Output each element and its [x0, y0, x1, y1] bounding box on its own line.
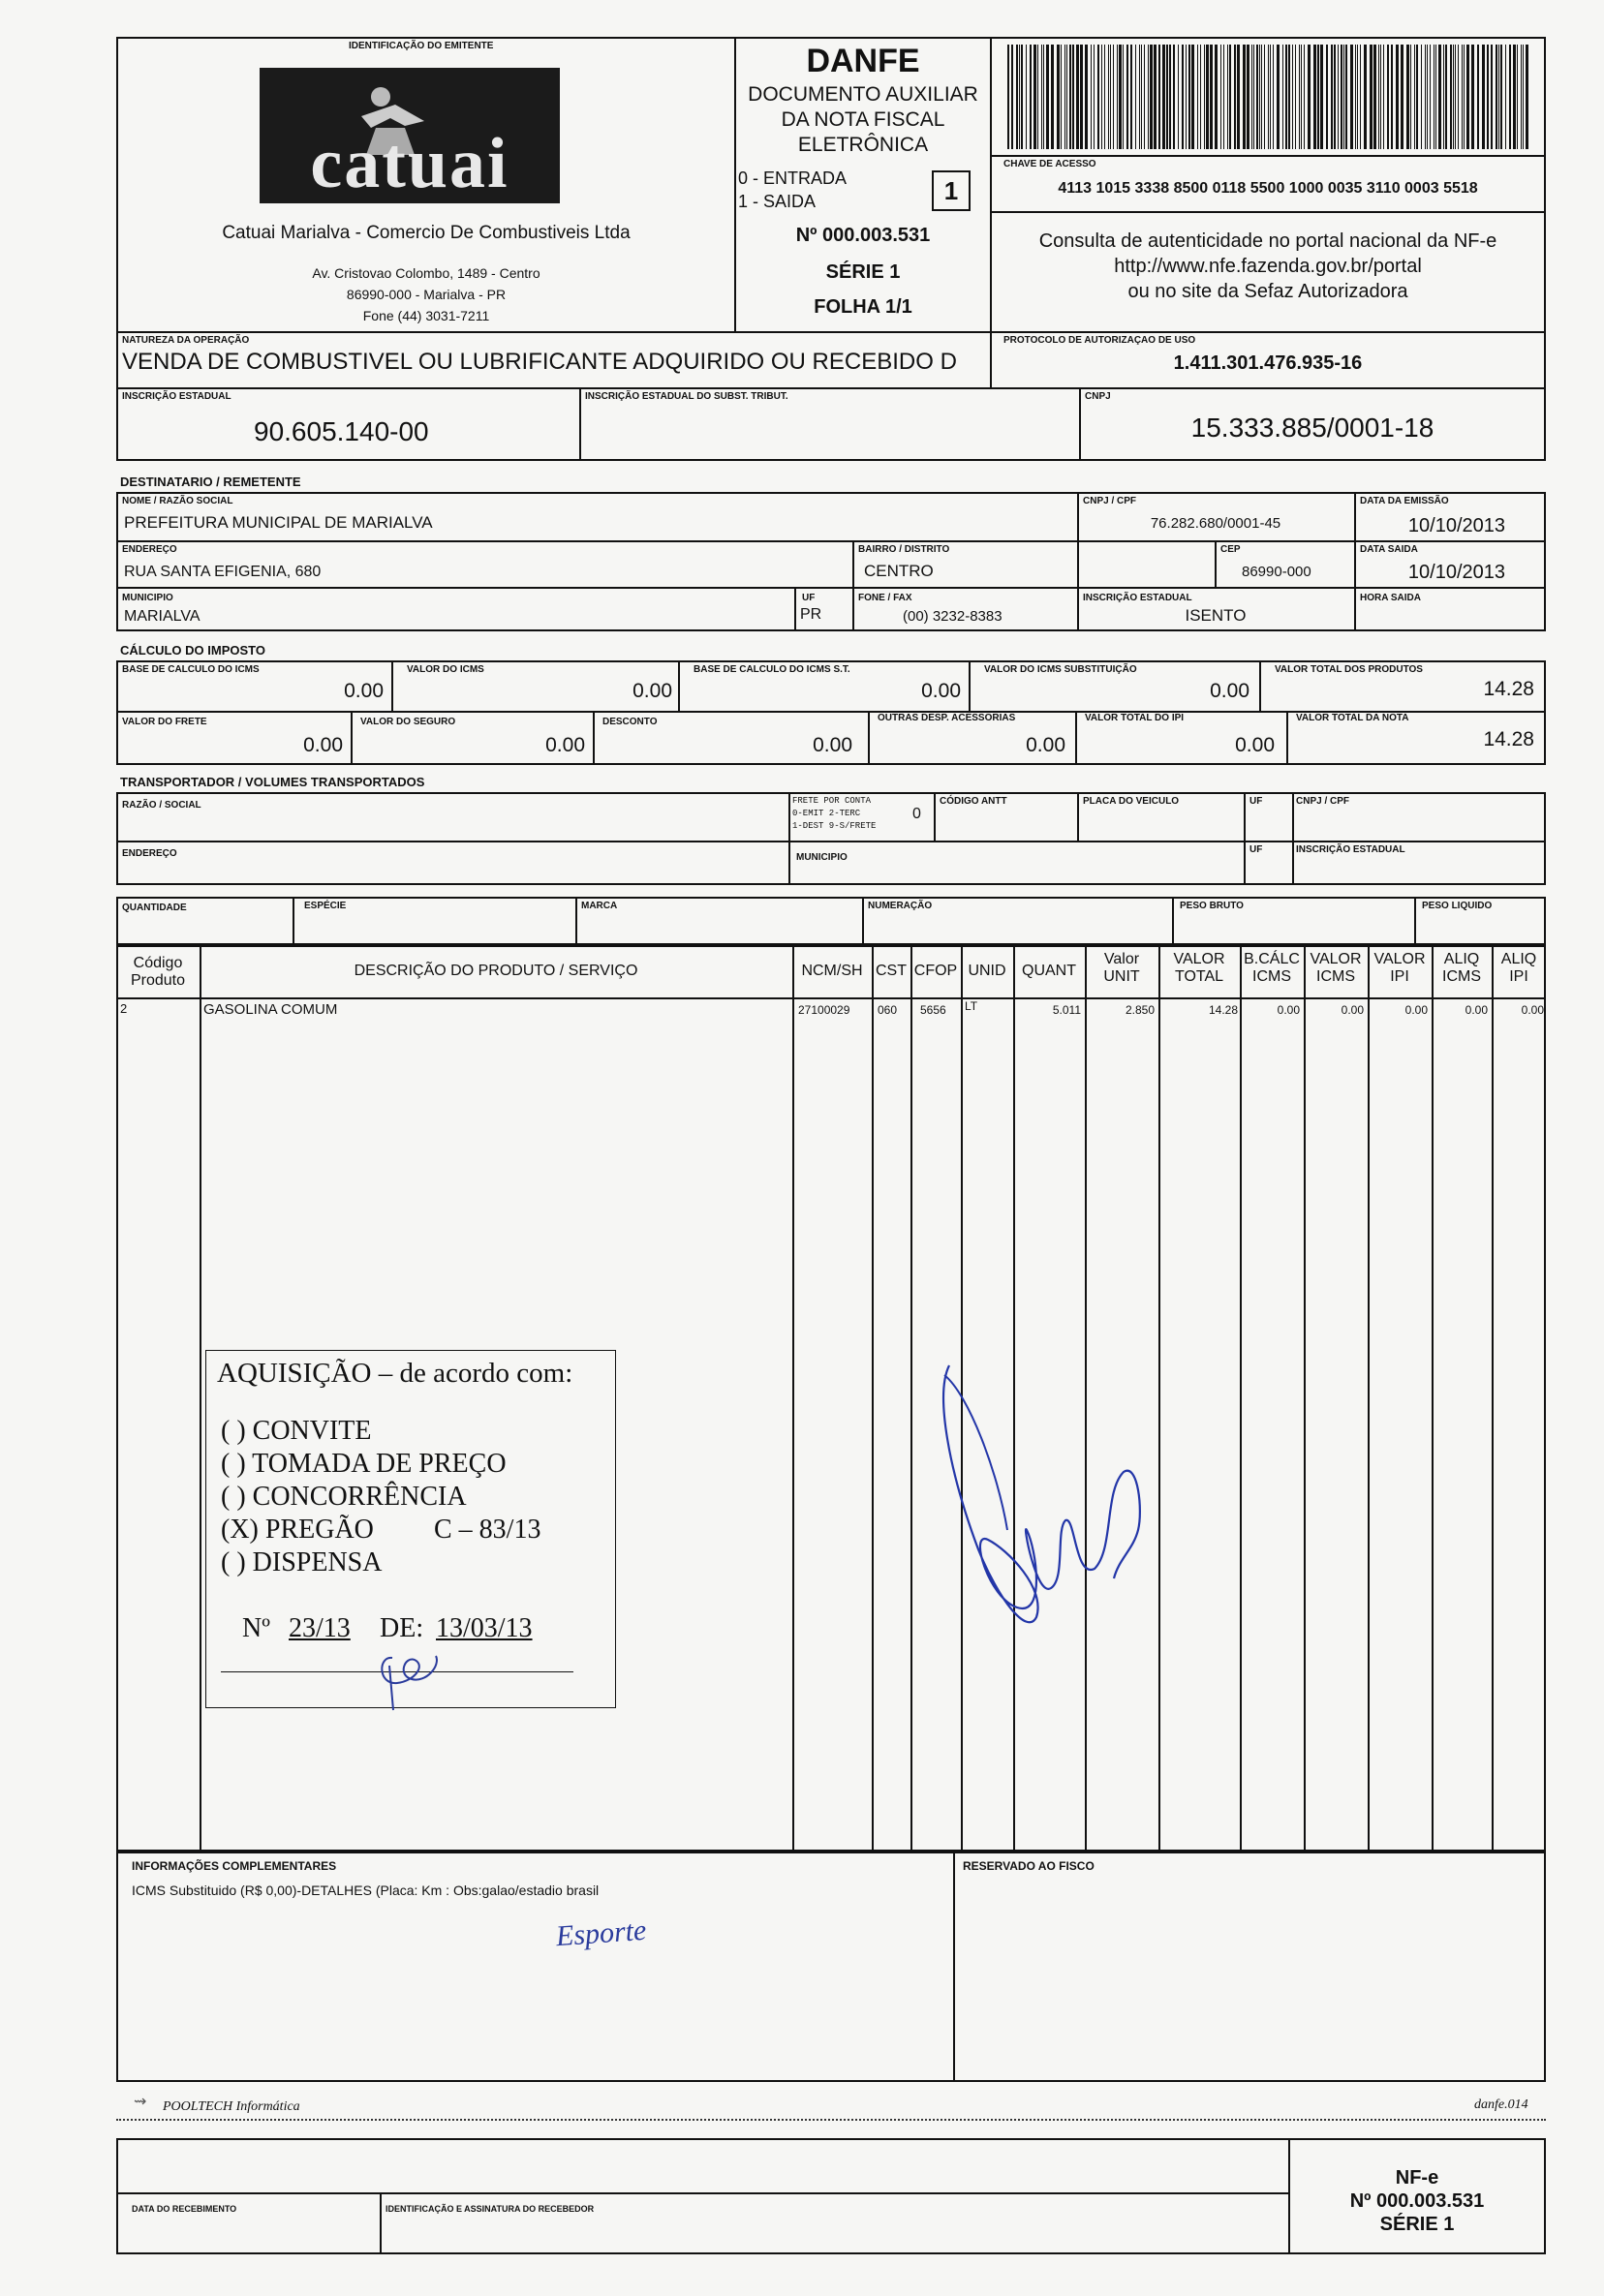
- barcode-bar: [1455, 45, 1456, 149]
- protocolo-value: 1.411.301.476.935-16: [1173, 352, 1363, 374]
- danfe-saida: 1 - SAIDA: [738, 192, 817, 211]
- peso-bruto-label: PESO BRUTO: [1180, 901, 1244, 911]
- barcode-bar: [1123, 45, 1124, 149]
- barcode-bar: [1299, 45, 1300, 149]
- barcode-bar: [1288, 45, 1290, 149]
- desconto-value: 0.00: [813, 734, 852, 756]
- barcode-bar: [1445, 45, 1447, 149]
- danfe-numero: Nº 000.003.531: [795, 225, 931, 246]
- barcode-bar: [1521, 45, 1522, 149]
- dest-saida-label: DATA SAIDA: [1360, 544, 1418, 555]
- barcode-bar: [1253, 45, 1254, 149]
- barcode-bar: [1076, 45, 1079, 149]
- dest-endereco-label: ENDEREÇO: [122, 544, 177, 555]
- th-aliq-ipi: ALIQ IPI: [1500, 951, 1537, 985]
- barcode-bar: [1104, 45, 1105, 149]
- barcode-bar: [1141, 45, 1142, 149]
- outras-label: OUTRAS DESP. ACESSORIAS: [878, 713, 1016, 723]
- barcode-bar: [1210, 45, 1213, 149]
- barcode-bar: [1139, 45, 1140, 149]
- cell-vipi: 0.00: [1404, 1003, 1428, 1017]
- icms-value: 0.00: [632, 680, 672, 702]
- frete-opt-3: 1-DEST 9-S/FRETE: [792, 821, 877, 831]
- canhoto-nfe: NF-e: [1395, 2167, 1439, 2189]
- barcode-bar: [1345, 45, 1347, 149]
- barcode-bar: [1364, 45, 1367, 149]
- barcode-bar: [1243, 45, 1246, 149]
- transp-endereco-label: ENDEREÇO: [122, 848, 177, 859]
- barcode-bar: [1085, 45, 1088, 149]
- barcode-bar: [1166, 45, 1168, 149]
- placa-label: PLACA DO VEICULO: [1083, 796, 1180, 807]
- icms-st-label: VALOR DO ICMS SUBSTITUIÇÃO: [984, 664, 1137, 675]
- barcode-bar: [1037, 45, 1038, 149]
- dest-bairro: CENTRO: [864, 562, 934, 580]
- barcode-bar: [1215, 45, 1218, 149]
- desconto-label: DESCONTO: [602, 717, 658, 727]
- barcode-bar: [1117, 45, 1118, 149]
- dest-endereco: RUA SANTA EFIGENIA, 680: [124, 564, 322, 580]
- dest-uf: PR: [800, 606, 822, 623]
- barcode-bar: [1517, 45, 1518, 149]
- info-handwritten-note: Esporte: [554, 1913, 648, 1953]
- barcode-bar: [1080, 45, 1083, 149]
- th-ncm: NCM/SH: [801, 963, 863, 979]
- barcode-bar: [1016, 45, 1018, 149]
- ipi-label: VALOR TOTAL DO IPI: [1085, 713, 1185, 723]
- barcode-bar: [1320, 45, 1323, 149]
- danfe-folha: FOLHA 1/1: [814, 296, 912, 318]
- barcode-bar: [1206, 45, 1209, 149]
- bc-st: 0.00: [921, 680, 961, 702]
- barcode-bar: [1200, 45, 1201, 149]
- barcode-bar: [1135, 45, 1136, 149]
- barcode-bar: [1154, 45, 1157, 149]
- danfe-entrada: 0 - ENTRADA: [738, 168, 848, 188]
- ie-value: 90.605.140-00: [254, 416, 429, 446]
- barcode-bar: [1491, 45, 1493, 149]
- transp-ie-label: INSCRIÇÃO ESTADUAL: [1296, 844, 1405, 855]
- barcode-bar: [1462, 45, 1463, 149]
- barcode-bar: [1453, 45, 1454, 149]
- info-label: INFORMAÇÕES COMPLEMENTARES: [132, 1859, 337, 1873]
- canhoto-numero: Nº 000.003.531: [1349, 2190, 1485, 2212]
- cell-aliq-ipi: 0.00: [1521, 1003, 1544, 1017]
- canhoto-serie: SÉRIE 1: [1379, 2214, 1455, 2235]
- dest-municipio: MARIALVA: [124, 608, 200, 625]
- barcode-bar: [1064, 45, 1065, 149]
- barcode-bar: [1268, 45, 1269, 149]
- barcode-bar: [1061, 45, 1062, 149]
- barcode-bar: [1021, 45, 1023, 149]
- emitente-endereco: Av. Cristovao Colombo, 1489 - Centro: [312, 265, 540, 281]
- th-descricao: DESCRIÇÃO DO PRODUTO / SERVIÇO: [354, 963, 638, 979]
- barcode-bar: [1173, 45, 1175, 149]
- barcode-bar: [1169, 45, 1171, 149]
- barcode-bar: [1227, 45, 1228, 149]
- stamp-numero: 23/13: [289, 1613, 351, 1643]
- stamp-dispensa: ( ) DISPENSA: [221, 1547, 383, 1577]
- barcode-bar: [1406, 45, 1409, 149]
- logo-text: catuai: [310, 124, 509, 203]
- reservado-box: [953, 1852, 1546, 2082]
- company-logo: [260, 68, 560, 203]
- barcode-bar: [1509, 45, 1511, 149]
- dest-bairro-label: BAIRRO / DISTRITO: [858, 544, 950, 555]
- barcode-bar: [1026, 45, 1027, 149]
- barcode-bar: [1482, 45, 1485, 149]
- barcode-bar: [1162, 45, 1165, 149]
- barcode-bar: [1526, 45, 1528, 149]
- bc-st-label: BASE DE CALCULO DO ICMS S.T.: [694, 664, 850, 675]
- barcode-bar: [1338, 45, 1339, 149]
- th-vtotal: VALOR TOTAL: [1173, 951, 1225, 985]
- dest-ie: ISENTO: [1185, 606, 1247, 625]
- numeracao-label: NUMERAÇÃO: [868, 901, 933, 911]
- barcode-bar: [1378, 45, 1379, 149]
- cell-cfop: 5656: [920, 1003, 946, 1017]
- stamp-tomada: ( ) TOMADA DE PREÇO: [221, 1449, 507, 1479]
- barcode-bar: [1466, 45, 1469, 149]
- dest-fone: (00) 3232-8383: [903, 608, 1002, 625]
- barcode-bar: [1355, 45, 1356, 149]
- barcode-bar: [1148, 45, 1149, 149]
- barcode-bar: [1158, 45, 1160, 149]
- barcode-bar: [1373, 45, 1376, 149]
- barcode-bar: [1496, 45, 1497, 149]
- consulta-line-3: ou no site da Sefaz Autorizadora: [1127, 281, 1408, 302]
- outras-value: 0.00: [1026, 734, 1065, 756]
- barcode-bar: [1273, 45, 1274, 149]
- dest-emissao-label: DATA DA EMISSÃO: [1360, 496, 1449, 506]
- barcode-bar: [1458, 45, 1459, 149]
- barcode-bar: [1295, 45, 1296, 149]
- barcode-bar: [1051, 45, 1054, 149]
- cell-vunit: 2.850: [1125, 1003, 1155, 1017]
- software-name: POOLTECH Informática: [163, 2099, 300, 2114]
- th-unid: UNID: [968, 963, 1006, 979]
- consulta-line-2: http://www.nfe.fazenda.gov.br/portal: [1114, 256, 1422, 277]
- stamp-concorrencia: ( ) CONCORRÊNCIA: [221, 1482, 467, 1512]
- assinatura-label: IDENTIFICAÇÃO E ASSINATURA DO RECEBEDOR: [386, 2204, 595, 2214]
- barcode-bar: [1383, 45, 1384, 149]
- danfe-serie: SÉRIE 1: [825, 261, 901, 283]
- barcode-bar: [1126, 45, 1128, 149]
- barcode-bar: [1350, 45, 1353, 149]
- cell-aliq-icms: 0.00: [1465, 1003, 1488, 1017]
- barcode-bar: [1435, 45, 1436, 149]
- barcode-bar: [1313, 45, 1316, 149]
- barcode-bar: [1317, 45, 1319, 149]
- barcode-bar: [1410, 45, 1411, 149]
- barcode-bar: [1011, 45, 1013, 149]
- th-aliq-icms: ALIQ ICMS: [1442, 951, 1481, 985]
- th-vicms: VALOR ICMS: [1310, 951, 1362, 985]
- dest-emissao: 10/10/2013: [1407, 515, 1505, 536]
- frete-value-code: 0: [912, 806, 921, 822]
- imposto-section: CÁLCULO DO IMPOSTO: [120, 643, 265, 658]
- barcode-bar: [1360, 45, 1361, 149]
- th-vunit: Valor UNIT: [1103, 951, 1140, 985]
- barcode-bar: [1500, 45, 1502, 149]
- barcode-bar: [1182, 45, 1184, 149]
- barcode-bar: [1108, 45, 1109, 149]
- dest-uf-label: UF: [802, 593, 816, 603]
- reservado-label: RESERVADO AO FISCO: [963, 1859, 1095, 1873]
- barcode-bar: [1041, 45, 1042, 149]
- barcode-bar: [1197, 45, 1198, 149]
- barcode-icon: [1007, 45, 1530, 149]
- barcode-bar: [1264, 45, 1265, 149]
- natureza-label: NATUREZA DA OPERAÇÃO: [122, 335, 250, 346]
- barcode-bar: [1285, 45, 1287, 149]
- barcode-bar: [1450, 45, 1452, 149]
- natureza-value: VENDA DE COMBUSTIVEL OU LUBRIFICANTE ADQUIRIDO OU RECEBIDO D: [122, 349, 957, 375]
- danfe-subtitle-3: ELETRÔNICA: [797, 134, 929, 156]
- emitente-razao-social: Catuai Marialva - Comercio De Combustiveis Ltda: [222, 223, 631, 243]
- cnpj-label: CNPJ: [1085, 391, 1111, 402]
- barcode-bar: [1430, 45, 1431, 149]
- transp-cnpj-label: CNPJ / CPF: [1296, 796, 1350, 807]
- transp-uf-label: UF: [1249, 796, 1263, 807]
- stamp-data: 13/03/13: [436, 1613, 533, 1643]
- dest-municipio-label: MUNICIPIO: [122, 593, 173, 603]
- dest-hora-label: HORA SAIDA: [1360, 593, 1421, 603]
- marca-label: MARCA: [581, 901, 618, 911]
- barcode-bar: [1427, 45, 1428, 149]
- barcode-bar: [1471, 45, 1474, 149]
- frete-value: 0.00: [303, 734, 343, 756]
- barcode-bar: [1464, 45, 1465, 149]
- ipi-value: 0.00: [1235, 734, 1275, 756]
- barcode-bar: [1357, 45, 1358, 149]
- barcode-bar: [1301, 45, 1302, 149]
- barcode-bar: [1270, 45, 1271, 149]
- barcode-bar: [1380, 45, 1381, 149]
- barcode-bar: [1019, 45, 1020, 149]
- dest-ie-label: INSCRIÇÃO ESTADUAL: [1083, 593, 1192, 603]
- stamp-pregao-num: C – 83/13: [434, 1515, 541, 1545]
- cell-unid: LT: [965, 999, 978, 1013]
- dest-nome: PREFEITURA MUNICIPAL DE MARIALVA: [124, 513, 433, 532]
- transp-municipio-label: MUNICIPIO: [796, 852, 848, 863]
- barcode-bar: [1204, 45, 1205, 149]
- barcode-bar: [1237, 45, 1240, 149]
- icms-label: VALOR DO ICMS: [407, 664, 484, 675]
- barcode-bar: [1443, 45, 1444, 149]
- ie-label: INSCRIÇÃO ESTADUAL: [122, 391, 231, 402]
- emitente-fone: Fone (44) 3031-7211: [362, 308, 490, 323]
- stamp-data-label: DE:: [380, 1613, 424, 1643]
- dest-fone-label: FONE / FAX: [858, 593, 912, 603]
- danfe-tipo: 1: [932, 170, 971, 211]
- barcode-bar: [1334, 45, 1336, 149]
- barcode-bar: [1030, 45, 1032, 149]
- barcode-bar: [1396, 45, 1399, 149]
- frete-opt-1: FRETE POR CONTA: [792, 796, 872, 806]
- barcode-bar: [1229, 45, 1231, 149]
- transp-uf2-label: UF: [1249, 844, 1263, 855]
- barcode-bar: [1292, 45, 1293, 149]
- qtd-label: QUANTIDADE: [122, 903, 187, 913]
- frete-label: VALOR DO FRETE: [122, 717, 207, 727]
- cell-descricao: GASOLINA COMUM: [203, 1001, 338, 1018]
- form-code: danfe.014: [1474, 2097, 1528, 2112]
- transporte-section: TRANSPORTADOR / VOLUMES TRANSPORTADOS: [120, 775, 425, 789]
- bc-icms-label: BASE DE CALCULO DO ICMS: [122, 664, 260, 675]
- info-text: ICMS Substituido (R$ 0,00)-DETALHES (Placa: Km : Obs:galao/estadio brasil: [132, 1883, 600, 1898]
- barcode-bar: [1370, 45, 1373, 149]
- barcode-bar: [1414, 45, 1415, 149]
- barcode-bar: [1144, 45, 1145, 149]
- th-cst: CST: [876, 963, 907, 979]
- barcode-bar: [1421, 45, 1422, 149]
- th-bcicms: B.CÁLC ICMS: [1244, 951, 1300, 985]
- barcode-bar: [1505, 45, 1506, 149]
- danfe-subtitle-2: DA NOTA FISCAL: [781, 108, 945, 131]
- barcode-bar: [1251, 45, 1252, 149]
- barcode-bar: [1110, 45, 1111, 149]
- cell-vicms: 0.00: [1341, 1003, 1364, 1017]
- barcode-bar: [1223, 45, 1224, 149]
- barcode-bar: [1091, 45, 1092, 149]
- barcode-bar: [1277, 45, 1280, 149]
- barcode-bar: [1438, 45, 1441, 149]
- barcode-bar: [1150, 45, 1153, 149]
- chave-value: 4113 1015 3338 8500 0118 5500 1000 0035 3110 0003 5518: [1058, 180, 1478, 197]
- barcode-bar: [1178, 45, 1179, 149]
- seguro-label: VALOR DO SEGURO: [360, 717, 456, 727]
- total-nota: 14.28: [1483, 728, 1534, 750]
- barcode-bar: [1072, 45, 1074, 149]
- ie-st-label: INSCRIÇÃO ESTADUAL DO SUBST. TRIBUT.: [585, 391, 788, 402]
- barcode-bar: [1261, 45, 1262, 149]
- dest-nome-label: NOME / RAZÃO SOCIAL: [122, 496, 233, 506]
- th-cfop: CFOP: [913, 963, 958, 979]
- cell-quant: 5.011: [1052, 1003, 1081, 1017]
- danfe-subtitle-1: DOCUMENTO AUXILIAR: [748, 83, 978, 106]
- frete-opt-2: 0-EMIT 2-TERC: [792, 809, 861, 818]
- barcode-bar: [1416, 45, 1418, 149]
- cell-vtotal: 14.28: [1208, 1003, 1238, 1017]
- barcode-bar: [1188, 45, 1190, 149]
- barcode-bar: [1066, 45, 1067, 149]
- stamp-initials-signature: [368, 1637, 455, 1714]
- peso-liq-label: PESO LIQUIDO: [1422, 901, 1493, 911]
- barcode-bar: [1331, 45, 1333, 149]
- protocolo-label: PROTOCOLO DE AUTORIZAÇAO DE USO: [1003, 335, 1196, 346]
- barcode-bar: [1186, 45, 1187, 149]
- barcode-bar: [1043, 45, 1044, 149]
- dest-cnpj: 76.282.680/0001-45: [1150, 515, 1281, 532]
- barcode-bar: [1387, 45, 1389, 149]
- especie-label: ESPÉCIE: [304, 901, 347, 911]
- cnpj-value: 15.333.885/0001-18: [1190, 413, 1434, 443]
- chave-label: CHAVE DE ACESSO: [1003, 159, 1096, 169]
- barcode-bar: [1425, 45, 1426, 149]
- cell-bcicms: 0.00: [1277, 1003, 1300, 1017]
- pooltech-icon: ⇝: [134, 2094, 147, 2110]
- dest-cep-label: CEP: [1220, 544, 1241, 555]
- th-codigo: Código Produto: [130, 955, 186, 989]
- bc-icms: 0.00: [344, 680, 384, 702]
- icms-st: 0.00: [1210, 680, 1249, 702]
- barcode-bar: [1101, 45, 1102, 149]
- total-prod-label: VALOR TOTAL DOS PRODUTOS: [1275, 664, 1423, 675]
- barcode-bar: [1220, 45, 1221, 149]
- barcode-bar: [1069, 45, 1071, 149]
- barcode-bar: [1487, 45, 1489, 149]
- emitente-section-label: IDENTIFICAÇÃO DO EMITENTE: [349, 41, 494, 51]
- stamp-pregao: (X) PREGÃO: [221, 1515, 374, 1545]
- total-prod: 14.28: [1483, 678, 1534, 700]
- barcode-bar: [1308, 45, 1311, 149]
- barcode-bar: [1097, 45, 1099, 149]
- barcode-bar: [1477, 45, 1479, 149]
- barcode-bar: [1282, 45, 1283, 149]
- barcode-bar: [1234, 45, 1236, 149]
- antt-label: CÓDIGO ANTT: [940, 796, 1007, 807]
- consulta-line-1: Consulta de autenticidade no portal nacional da NF-e: [1038, 230, 1497, 252]
- total-nota-label: VALOR TOTAL DA NOTA: [1296, 713, 1409, 723]
- barcode-bar: [1401, 45, 1404, 149]
- barcode-bar: [1513, 45, 1516, 149]
- cell-cst: 060: [878, 1003, 898, 1017]
- barcode-bar: [1007, 45, 1009, 149]
- barcode-bar: [1113, 45, 1114, 149]
- transp-razao-label: RAZÃO / SOCIAL: [122, 800, 201, 811]
- barcode-bar: [1391, 45, 1393, 149]
- perforation-line: [116, 2119, 1546, 2121]
- cell-codigo: 2: [120, 1001, 128, 1016]
- barcode-bar: [1498, 45, 1499, 149]
- barcode-bar: [1046, 45, 1049, 149]
- barcode-bar: [1033, 45, 1036, 149]
- dest-cnpj-label: CNPJ / CPF: [1083, 496, 1137, 506]
- barcode-bar: [1304, 45, 1305, 149]
- signature-scribble: [930, 1356, 1172, 1646]
- emitente-cidade: 86990-000 - Marialva - PR: [346, 287, 507, 302]
- cell-ncm: 27100029: [798, 1003, 850, 1017]
- barcode-bar: [1341, 45, 1342, 149]
- recebimento-label: DATA DO RECEBIMENTO: [132, 2204, 237, 2214]
- barcode-bar: [1119, 45, 1122, 149]
- stamp-title: AQUISIÇÃO – de acordo com:: [217, 1358, 573, 1389]
- barcode-bar: [1523, 45, 1524, 149]
- barcode-bar: [1343, 45, 1344, 149]
- th-vipi: VALOR IPI: [1373, 951, 1426, 985]
- barcode-bar: [1247, 45, 1249, 149]
- barcode-bar: [1191, 45, 1194, 149]
- dest-cep: 86990-000: [1242, 564, 1311, 580]
- barcode-bar: [1326, 45, 1328, 149]
- barcode-bar: [1259, 45, 1260, 149]
- seguro-value: 0.00: [545, 734, 585, 756]
- barcode-bar: [1057, 45, 1060, 149]
- stamp-convite: ( ) CONVITE: [221, 1416, 372, 1446]
- barcode-bar: [1256, 45, 1258, 149]
- danfe-title: DANFE: [806, 43, 920, 79]
- dest-saida: 10/10/2013: [1407, 562, 1505, 583]
- stamp-numero-label: Nº: [242, 1613, 270, 1643]
- th-quant: QUANT: [1022, 963, 1076, 979]
- barcode-bar: [1130, 45, 1132, 149]
- destinatario-section: DESTINATARIO / REMETENTE: [120, 475, 301, 489]
- barcode-bar: [1094, 45, 1095, 149]
